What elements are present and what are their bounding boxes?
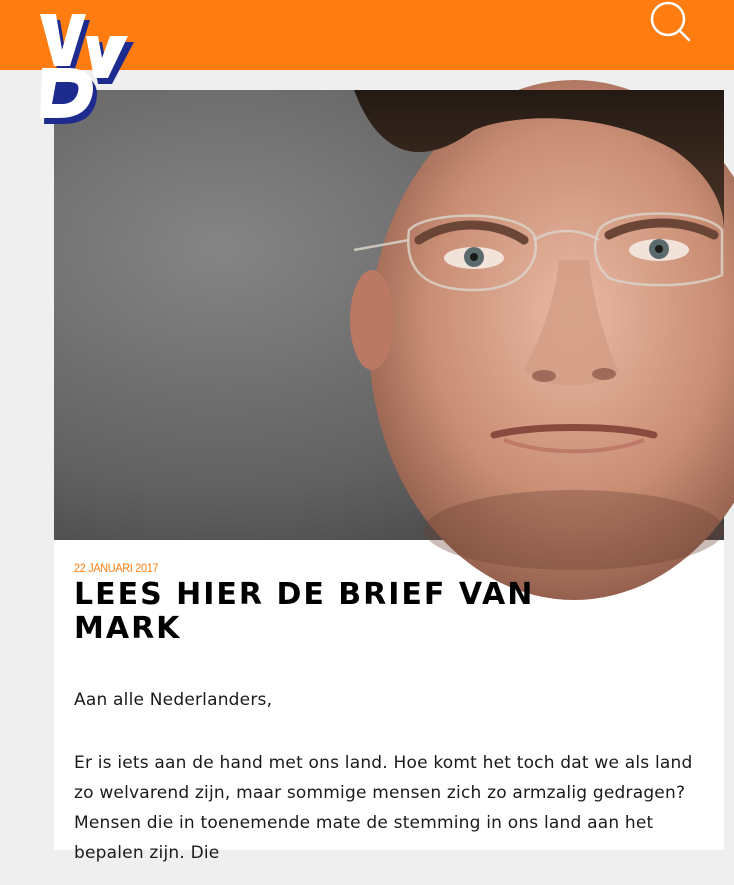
vvd-logo[interactable] (38, 12, 138, 124)
article-content (74, 560, 704, 885)
article-card (54, 90, 724, 863)
article-date: 22 JANUARI 2017 (74, 561, 159, 575)
vvd-logo-mark (38, 12, 138, 124)
search-button[interactable] (646, 0, 694, 46)
portrait-photo (54, 90, 724, 540)
article-title: LEES HIER DE BRIEF VAN MARK (74, 577, 535, 646)
hero-portrait-image (54, 90, 724, 540)
search-icon (646, 0, 694, 46)
article-body-paragraph: Er is iets aan de hand met ons land. Hoe komt het toch dat we als land zo welvarend zijn, maar sommige mensen zich zo armzalig gedragen? Mensen die in toenemende mate de stemming in ons land aan het bepalen zijn. Die (74, 753, 693, 863)
article-greeting: Aan alle Nederlanders, (74, 690, 273, 710)
